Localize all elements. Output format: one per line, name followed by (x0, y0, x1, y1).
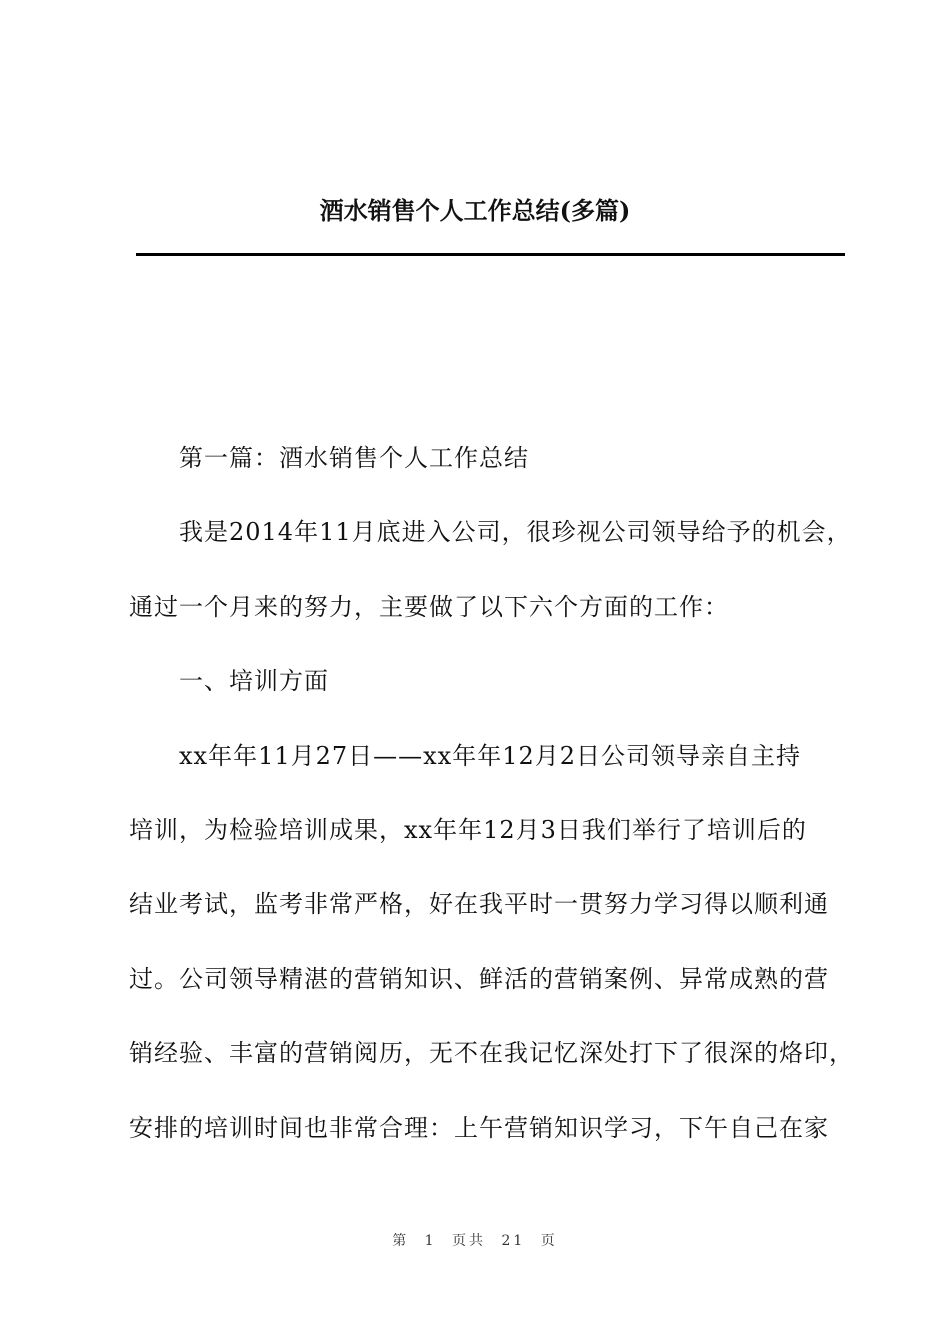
paragraph-line: 我是2014年11月底进入公司，很珍视公司领导给予的机会， (179, 518, 852, 547)
page-number-footer: 第 1 页共 21 页 (392, 1233, 558, 1249)
title-underline-rule (136, 253, 845, 256)
paragraph-line: 安排的培训时间也非常合理：上午营销知识学习，下午自己在家 (129, 1113, 829, 1142)
paragraph-line: 过。公司领导精湛的营销知识、鲜活的营销案例、异常成熟的营 (129, 964, 829, 993)
subsection-heading: 一、培训方面 (179, 667, 329, 696)
section-heading: 第一篇：酒水销售个人工作总结 (179, 444, 529, 472)
paragraph-line: xx年年11月27日——xx年年12月2日公司领导亲自主持 (179, 741, 802, 770)
paragraph-line: 培训，为检验培训成果，xx年年12月3日我们举行了培训后的 (129, 816, 807, 845)
document-body (129, 421, 859, 1165)
document-title: 酒水销售个人工作总结(多篇) (319, 196, 631, 225)
paragraph-line: 通过一个月来的努力，主要做了以下六个方面的工作： (129, 592, 729, 621)
paragraph-line: 销经验、丰富的营销阅历，无不在我记忆深处打下了很深的烙印， (129, 1039, 854, 1068)
paragraph-line: 结业考试，监考非常严格，好在我平时一贯努力学习得以顺利通 (129, 890, 829, 919)
